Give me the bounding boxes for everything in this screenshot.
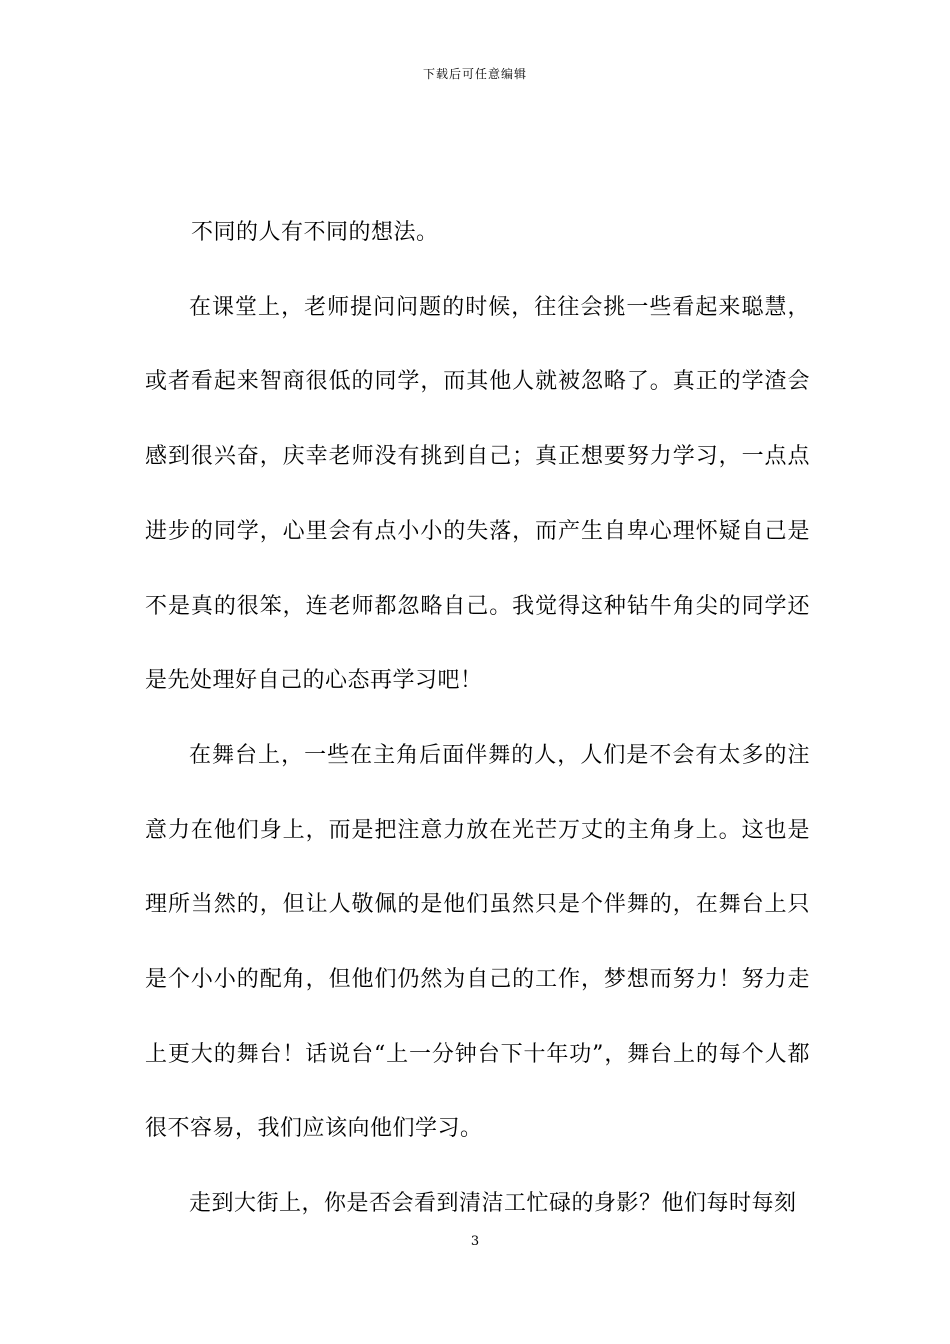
paragraph-3: 在舞台上，一些在主角后面伴舞的人，人们是不会有太多的注意力在他们身上，而是把注意力放在光芒万丈的主角身上。这也是理所当然的，但让人敬佩的是他们虽然只是个伴舞的，在舞台上只是个小小的配角，但他们仍然为自己的工作，梦想而努力！努力走上更大的舞台！话说台“上一分钟台下十年功”，舞台上的每个人都很不容易，我们应该向他们学习。	[145, 742, 810, 1142]
page-header: 下载后可任意编辑	[422, 67, 527, 81]
paragraph-2: 在课堂上，老师提问问题的时候，往往会挑一些看起来聪慧，或者看起来智商很低的同学，而其他人就被忽略了。真正的学渣会感到很兴奋，庆幸老师没有挑到自己；真正想要努力学习，一点点进步的同学，心里会有点小小的失落，而产生自卑心理怀疑自己是不是真的很笨，连老师都忽略自己。我觉得这种钻牛角尖的同学还是先处理好自己的心态再学习吧！	[145, 294, 810, 694]
paragraph-4: 走到大街上，你是否会看到清洁工忙碌的身影？他们每时每刻	[189, 1191, 797, 1217]
page-number: 3	[470, 1234, 480, 1249]
document-body	[145, 196, 810, 1242]
paragraph-1: 不同的人有不同的想法。	[191, 220, 439, 245]
